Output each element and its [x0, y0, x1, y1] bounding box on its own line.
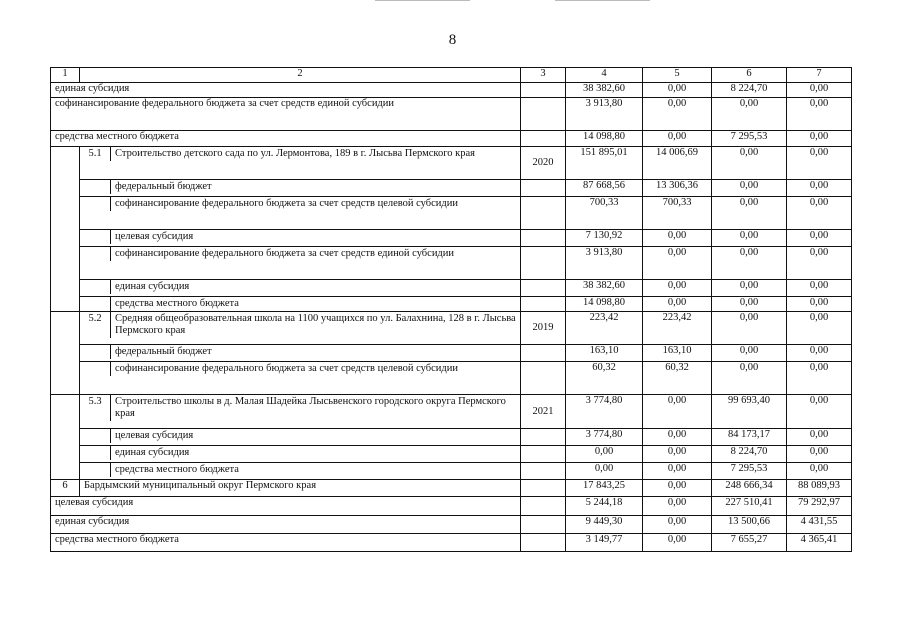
col7-value: 4 365,41	[787, 534, 852, 552]
table-row	[51, 312, 852, 345]
page-number: 8	[448, 32, 457, 48]
col7-value: 0,00	[787, 362, 852, 395]
col5-value: 0,00	[643, 247, 712, 280]
item-index: 5.1	[88, 148, 102, 159]
item-sub-cell	[80, 247, 521, 280]
item-name-cell	[80, 312, 521, 345]
section-name: Бардымский муниципальный округ Пермского края	[80, 480, 521, 497]
item-sub-indent	[80, 197, 110, 211]
row-year	[521, 83, 566, 98]
row-year	[521, 362, 566, 395]
table-row	[51, 230, 852, 247]
col5-value: 0,00	[643, 131, 712, 147]
col7-value: 0,00	[787, 83, 852, 98]
col4-value: 0,00	[566, 463, 643, 480]
table-row	[51, 280, 852, 297]
row-name: федеральный бюджет	[110, 345, 520, 359]
table-row	[51, 180, 852, 197]
header-col-3: 3	[521, 68, 566, 83]
row-year	[521, 131, 566, 147]
col6-value: 84 173,17	[712, 429, 787, 446]
row-name: средства местного бюджета	[110, 297, 520, 311]
table-row	[51, 297, 852, 312]
table-row	[51, 446, 852, 463]
row-year: 2021	[521, 395, 566, 429]
item-sub-indent	[80, 247, 110, 261]
col7-value: 4 431,55	[787, 516, 852, 534]
col6-value: 0,00	[712, 312, 787, 345]
col6-value: 0,00	[712, 247, 787, 280]
col5-value: 700,33	[643, 197, 712, 230]
item-sub-cell	[80, 297, 521, 312]
item-sub-wrap	[80, 197, 520, 211]
item-name: Средняя общеобразовательная школа на 1100 учащихся по ул. Балахнина, 128 в г. Лысьва Пермского края	[110, 312, 520, 338]
col4-value: 151 895,01	[566, 147, 643, 180]
col5-value: 0,00	[643, 463, 712, 480]
col4-value: 38 382,60	[566, 83, 643, 98]
table-row	[51, 516, 852, 534]
table-row	[51, 147, 852, 180]
item-sub-wrap	[80, 230, 520, 244]
table-row	[51, 534, 852, 552]
col6-value: 8 224,70	[712, 446, 787, 463]
item-sub-wrap	[80, 247, 520, 261]
col7-value: 0,00	[787, 297, 852, 312]
scan-top-rule-left	[375, 0, 470, 1]
item-sub-cell	[80, 180, 521, 197]
col6-value: 248 666,34	[712, 480, 787, 497]
row-year: 2019	[521, 312, 566, 345]
col6-value: 0,00	[712, 280, 787, 297]
item-sub-wrap	[80, 362, 520, 376]
row-name: единая субсидия	[51, 83, 521, 98]
item-sub-indent	[80, 362, 110, 376]
table-row	[51, 429, 852, 446]
item-sub-indent	[80, 280, 110, 294]
col4-value: 0,00	[566, 446, 643, 463]
row-year	[521, 516, 566, 534]
col6-value: 0,00	[712, 180, 787, 197]
col7-value: 0,00	[787, 180, 852, 197]
row-name: софинансирование федерального бюджета за счет средств целевой субсидии	[110, 197, 520, 211]
item-name-cell	[80, 147, 521, 180]
col5-value: 60,32	[643, 362, 712, 395]
col5-value: 0,00	[643, 98, 712, 131]
col6-value: 7 295,53	[712, 463, 787, 480]
col5-value: 0,00	[643, 429, 712, 446]
col5-value: 0,00	[643, 446, 712, 463]
table-row	[51, 463, 852, 480]
item-sub-wrap	[80, 446, 520, 460]
col7-value: 0,00	[787, 395, 852, 429]
col7-value: 0,00	[787, 147, 852, 180]
col6-value: 13 500,66	[712, 516, 787, 534]
item-name: Строительство школы в д. Малая Шадейка Лысьвенского городского округа Пермского края	[110, 395, 520, 421]
row-name: софинансирование федерального бюджета за счет средств единой субсидии	[51, 98, 521, 131]
header-col-7: 7	[787, 68, 852, 83]
col7-value: 0,00	[787, 463, 852, 480]
row-year	[521, 230, 566, 247]
item-index: 5.2	[88, 313, 102, 324]
item-sub-wrap	[80, 429, 520, 443]
col6-value: 0,00	[712, 147, 787, 180]
row-name: софинансирование федерального бюджета за счет средств целевой субсидии	[110, 362, 520, 376]
section-index: 6	[51, 480, 80, 497]
col5-value: 0,00	[643, 297, 712, 312]
item-sub-wrap	[80, 463, 520, 477]
col4-value: 3 913,80	[566, 98, 643, 131]
table-header-row	[51, 68, 852, 83]
header-col-2: 2	[80, 68, 521, 83]
row-year	[521, 297, 566, 312]
header-col-6: 6	[712, 68, 787, 83]
col4-value: 3 913,80	[566, 247, 643, 280]
col4-value: 700,33	[566, 197, 643, 230]
indent-cell	[51, 147, 80, 312]
col4-value: 14 098,80	[566, 297, 643, 312]
item-name-cell	[80, 395, 521, 429]
item-sub-cell	[80, 345, 521, 362]
row-name: единая субсидия	[110, 280, 520, 294]
col7-value: 0,00	[787, 345, 852, 362]
col5-value: 163,10	[643, 345, 712, 362]
row-name: средства местного бюджета	[110, 463, 520, 477]
row-year	[521, 534, 566, 552]
row-year	[521, 280, 566, 297]
row-name: софинансирование федерального бюджета за счет средств единой субсидии	[110, 247, 520, 261]
item-sub-cell	[80, 446, 521, 463]
col4-value: 17 843,25	[566, 480, 643, 497]
item-name: Строительство детского сада по ул. Лермонтова, 189 в г. Лысьва Пермского края	[110, 147, 520, 161]
col6-value: 7 655,27	[712, 534, 787, 552]
col5-value: 223,42	[643, 312, 712, 345]
row-name: средства местного бюджета	[51, 131, 521, 147]
col7-value: 0,00	[787, 312, 852, 345]
header-col-4: 4	[566, 68, 643, 83]
col6-value: 99 693,40	[712, 395, 787, 429]
indent-cell	[51, 312, 80, 395]
table-row	[51, 362, 852, 395]
col6-value: 0,00	[712, 98, 787, 131]
col4-value: 3 149,77	[566, 534, 643, 552]
table-row	[51, 83, 852, 98]
col4-value: 14 098,80	[566, 131, 643, 147]
row-year	[521, 98, 566, 131]
item-name-wrap	[80, 147, 520, 161]
col7-value: 0,00	[787, 230, 852, 247]
col4-value: 7 130,92	[566, 230, 643, 247]
row-year	[521, 480, 566, 497]
col5-value: 0,00	[643, 497, 712, 516]
col4-value: 163,10	[566, 345, 643, 362]
row-year	[521, 247, 566, 280]
item-sub-indent	[80, 429, 110, 443]
col7-value: 0,00	[787, 280, 852, 297]
item-sub-cell	[80, 230, 521, 247]
table-row	[51, 480, 852, 497]
item-sub-cell	[80, 280, 521, 297]
header-col-1: 1	[51, 68, 80, 83]
row-name: федеральный бюджет	[110, 180, 520, 194]
col5-value: 0,00	[643, 480, 712, 497]
col5-value: 0,00	[643, 280, 712, 297]
col4-value: 223,42	[566, 312, 643, 345]
item-sub-indent	[80, 345, 110, 359]
table-row	[51, 247, 852, 280]
row-name: единая субсидия	[51, 516, 521, 534]
row-name: целевая субсидия	[110, 230, 520, 244]
item-sub-wrap	[80, 345, 520, 359]
col6-value: 8 224,70	[712, 83, 787, 98]
item-sub-cell	[80, 463, 521, 480]
row-year	[521, 197, 566, 230]
row-year	[521, 180, 566, 197]
col4-value: 3 774,80	[566, 395, 643, 429]
item-sub-wrap	[80, 180, 520, 194]
item-name-wrap	[80, 395, 520, 421]
item-name-wrap	[80, 312, 520, 338]
col7-value: 88 089,93	[787, 480, 852, 497]
col4-value: 60,32	[566, 362, 643, 395]
header-col-5: 5	[643, 68, 712, 83]
table-row	[51, 345, 852, 362]
row-year	[521, 345, 566, 362]
col7-value: 0,00	[787, 429, 852, 446]
col7-value: 0,00	[787, 197, 852, 230]
table-body	[51, 68, 852, 552]
col7-value: 0,00	[787, 131, 852, 147]
indent-cell	[51, 395, 80, 480]
table-row	[51, 497, 852, 516]
col4-value: 3 774,80	[566, 429, 643, 446]
table-row	[51, 98, 852, 131]
item-sub-indent	[80, 297, 110, 311]
item-sub-indent	[80, 446, 110, 460]
item-sub-cell	[80, 429, 521, 446]
row-year	[521, 429, 566, 446]
item-sub-cell	[80, 197, 521, 230]
row-name: единая субсидия	[110, 446, 520, 460]
col6-value: 0,00	[712, 197, 787, 230]
col7-value: 0,00	[787, 446, 852, 463]
col7-value: 0,00	[787, 98, 852, 131]
item-index: 5.3	[88, 396, 102, 407]
col4-value: 38 382,60	[566, 280, 643, 297]
row-year	[521, 446, 566, 463]
col4-value: 5 244,18	[566, 497, 643, 516]
table-row	[51, 131, 852, 147]
col5-value: 0,00	[643, 516, 712, 534]
table-row	[51, 197, 852, 230]
row-name: целевая субсидия	[110, 429, 520, 443]
row-year	[521, 463, 566, 480]
col6-value: 7 295,53	[712, 131, 787, 147]
col6-value: 227 510,41	[712, 497, 787, 516]
col7-value: 0,00	[787, 247, 852, 280]
col5-value: 0,00	[643, 395, 712, 429]
row-name: средства местного бюджета	[51, 534, 521, 552]
item-sub-wrap	[80, 297, 520, 311]
col5-value: 13 306,36	[643, 180, 712, 197]
col5-value: 0,00	[643, 83, 712, 98]
col5-value: 0,00	[643, 230, 712, 247]
col6-value: 0,00	[712, 345, 787, 362]
item-sub-indent	[80, 180, 110, 194]
item-sub-wrap	[80, 280, 520, 294]
col6-value: 0,00	[712, 362, 787, 395]
row-year	[521, 497, 566, 516]
table-row	[51, 395, 852, 429]
item-sub-indent	[80, 230, 110, 244]
col5-value: 14 006,69	[643, 147, 712, 180]
item-sub-cell	[80, 362, 521, 395]
row-year: 2020	[521, 147, 566, 180]
row-name: целевая субсидия	[51, 497, 521, 516]
col5-value: 0,00	[643, 534, 712, 552]
col6-value: 0,00	[712, 230, 787, 247]
col6-value: 0,00	[712, 297, 787, 312]
col7-value: 79 292,97	[787, 497, 852, 516]
budget-table	[50, 67, 852, 552]
col4-value: 9 449,30	[566, 516, 643, 534]
col4-value: 87 668,56	[566, 180, 643, 197]
item-sub-indent	[80, 463, 110, 477]
scan-top-rule-right	[555, 0, 650, 1]
